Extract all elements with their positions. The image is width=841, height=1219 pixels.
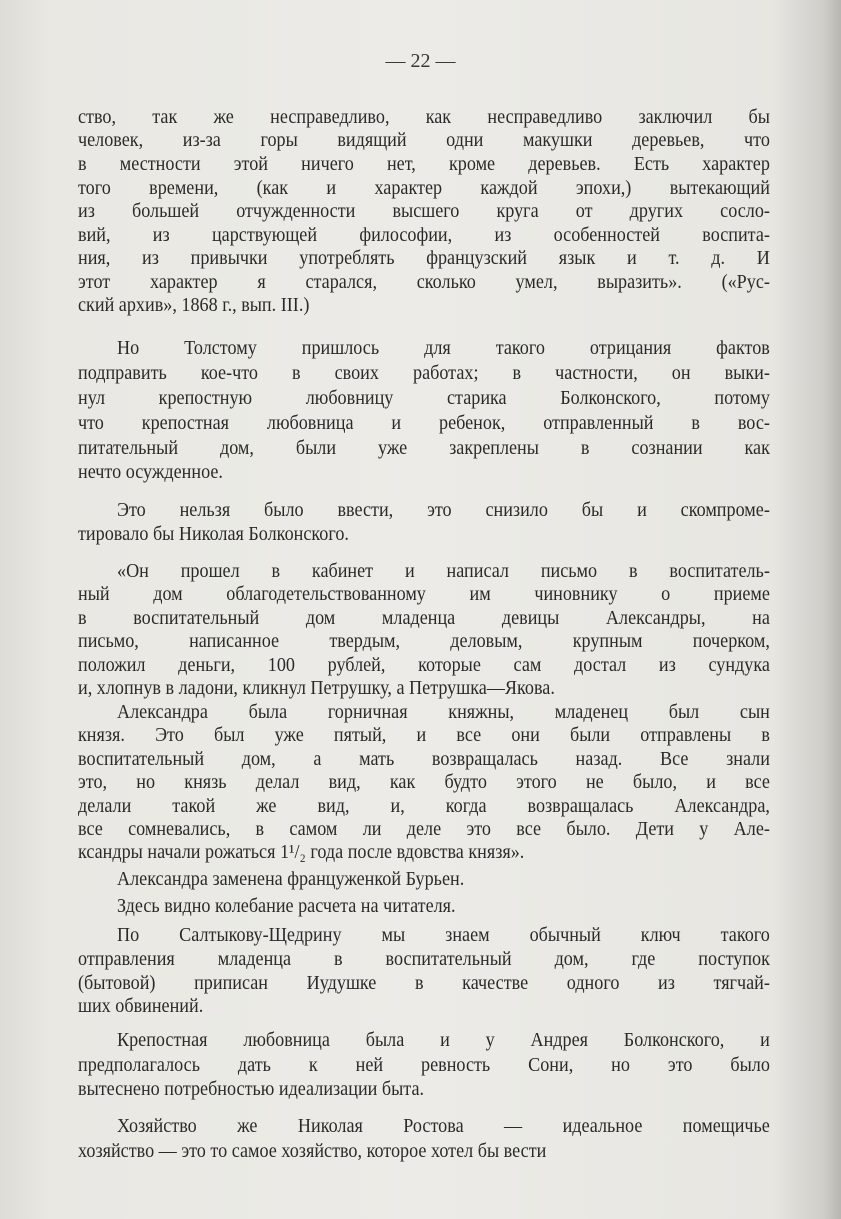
text-line: письмо, написанное твердым, деловым, крупным почерком,	[78, 631, 770, 652]
text-line: ния, из привычки употреблять французский язык и т. д. И	[78, 248, 770, 269]
text-line: ный дом облагодетельствованному им чиновнику о приеме	[78, 584, 770, 605]
text-line: ксандры начали рожаться 1¹/₂ года после вдовства князя».	[78, 842, 525, 863]
text-line: нул крепостную любовницу старика Болконского, потому	[78, 388, 770, 409]
text-line: что крепостная любовница и ребенок, отправленный в вос-	[78, 413, 770, 434]
text-line: Это нельзя было ввести, это снизило бы и скомпроме-	[117, 500, 770, 521]
text-line: из большей отчужденности высшего круга от других сосло-	[78, 201, 770, 222]
text-line: хозяйство — это то самое хозяйство, которое хотел бы вести	[78, 1141, 547, 1162]
text-line: Хозяйство же Николая Ростова — идеальное помещичье	[117, 1116, 770, 1137]
text-line: отправления младенца в воспитательный дом, где поступок	[78, 949, 770, 970]
text-line: вий, из царствующей философии, из особенностей воспита-	[78, 225, 770, 246]
text-line: «Он прошел в кабинет и написал письмо в воспитатель-	[117, 561, 770, 582]
text-line: Крепостная любовница была и у Андрея Болконского, и	[117, 1030, 770, 1051]
text-line: предполагалось дать к ней ревность Сони, но это было	[78, 1055, 770, 1076]
text-line: питательный дом, были уже закреплены в сознании как	[78, 438, 770, 459]
text-line: делали такой же вид, и, когда возвращалась Александра,	[78, 796, 770, 817]
text-line: воспитательный дом, а мать возвращалась назад. Все знали	[78, 749, 770, 770]
text-line: и, хлопнув в ладони, кликнул Петрушку, а Петрушка—Якова.	[78, 678, 555, 699]
text-line: ство, так же несправедливо, как несправедливо заключил бы	[78, 107, 770, 128]
page-number: — 22 —	[385, 50, 456, 72]
text-line: все сомневались, в самом ли деле это все было. Дети у Але-	[78, 819, 770, 840]
text-line: в местности этой ничего нет, кроме деревьев. Есть характер	[78, 154, 770, 175]
text-line: это, но князь делал вид, как будто этого не было, и все	[78, 772, 770, 793]
text-line: тировало бы Николая Болконского.	[78, 524, 349, 545]
text-line: Александра заменена француженкой Бурьен.	[117, 869, 465, 890]
text-line: положил деньги, 100 рублей, которые сам достал из сундука	[78, 655, 770, 676]
text-line: ших обвинений.	[78, 996, 204, 1017]
text-line: этот характер я старался, сколько умел, выразить». («Рус-	[78, 272, 770, 293]
text-line: нечто осужденное.	[78, 462, 223, 483]
text-line: в воспитательный дом младенца девицы Александры, на	[78, 608, 770, 629]
text-line: Александра была горничная княжны, младенец был сын	[117, 702, 770, 723]
text-line: ский архив», 1868 г., вып. III.)	[78, 295, 310, 316]
text-line: Здесь видно колебание расчета на читателя.	[117, 896, 456, 917]
text-line: (бытовой) приписан Иудушке в качестве одного из тягчай-	[78, 973, 770, 994]
text-line: вытеснено потребностью идеализации быта.	[78, 1079, 425, 1100]
text-line: подправить кое-что в своих работах; в частности, он выки-	[78, 363, 770, 384]
text-line: того времени, (как и характер каждой эпохи,) вытекающий	[78, 178, 770, 199]
text-line: Но Толстому пришлось для такого отрицания фактов	[117, 338, 770, 359]
text-line: человек, из-за горы видящий одни макушки деревьев, что	[78, 130, 770, 151]
text-line: князя. Это был уже пятый, и все они были отправлены в	[78, 725, 770, 746]
text-line: По Салтыкову-Щедрину мы знаем обычный ключ такого	[117, 925, 770, 946]
